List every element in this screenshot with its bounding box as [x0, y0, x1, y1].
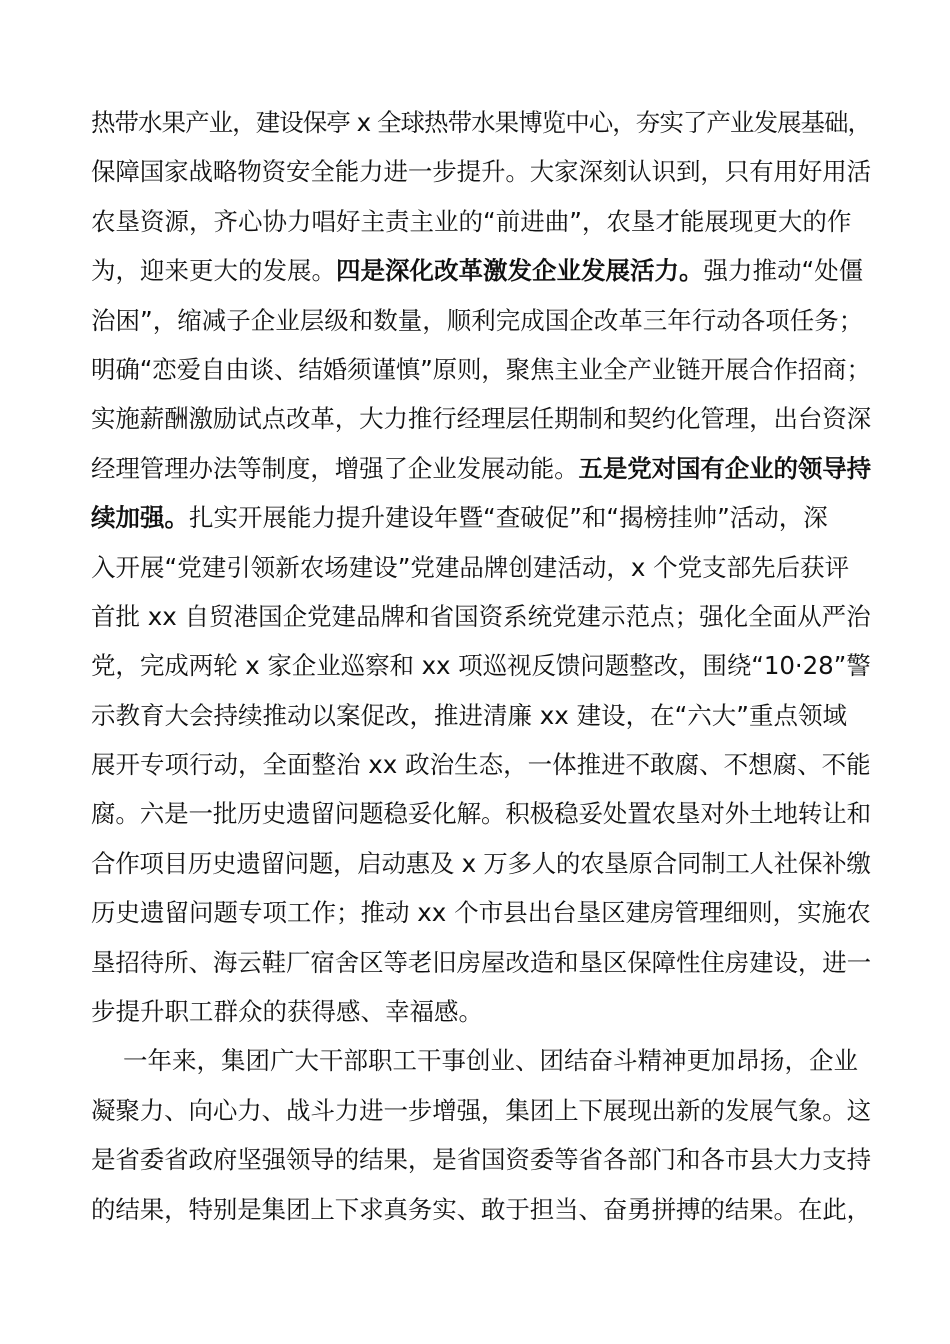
text-line	[91, 197, 871, 246]
text-line	[91, 1135, 871, 1184]
text-line	[91, 641, 871, 690]
body-text-segment: 合作项目历史遗留问题，启动惠及 x 万多人的农垦原合同制工人社保补缴	[91, 848, 871, 878]
body-text-segment: 展开专项行动，全面整治 xx 政治生态，一体推进不敢腐、不想腐、不能	[91, 750, 871, 780]
text-line	[91, 98, 871, 147]
body-text-segment: 明确“恋爱自由谈、结婚须谨慎”原则，聚焦主业全产业链开展合作招商；	[91, 354, 871, 384]
body-text-segment: 凝聚力、向心力、战斗力进一步增强，集团上下展现出新的发展气象。这	[91, 1095, 871, 1125]
body-text-segment: 入开展“党建引领新农场建设”党建品牌创建活动，x 个党支部先后获评	[91, 552, 850, 582]
text-line	[91, 345, 871, 394]
body-text-segment: 热带水果产业，建设保亭 x 全球热带水果博览中心，夯实了产业发展基础，	[91, 108, 872, 137]
text-line	[91, 789, 871, 838]
body-text-segment: 的结果，特别是集团上下求真务实、敢于担当、奋勇拼搏的结果。在此，	[91, 1194, 871, 1224]
body-text-segment: 步提升职工群众的获得感、幸福感。	[91, 997, 483, 1027]
body-text-segment: 首批 xx 自贸港国企党建品牌和省国资系统党建示范点；强化全面从严治	[91, 601, 871, 631]
text-line	[91, 296, 871, 345]
text-line	[91, 839, 871, 888]
body-text-segment: 经理管理办法等制度，增强了企业发展动能。	[91, 453, 579, 483]
text-line	[91, 394, 871, 443]
body-text-segment: 是省委省政府坚强领导的结果，是省国资委等省各部门和各市县大力支持	[91, 1145, 871, 1175]
body-text-segment: 示教育大会持续推动以案促改，推进清廉 xx 建设，在“六大”重点领域	[91, 700, 847, 730]
body-text	[91, 98, 871, 1234]
text-line	[91, 493, 871, 542]
body-text-segment: 保障国家战略物资安全能力进一步提升。大家深刻认识到，只有用好用活	[91, 157, 871, 187]
text-line	[91, 987, 871, 1036]
body-text-segment: 治困”，缩减子企业层级和数量，顺利完成国企改革三年行动各项任务；	[91, 305, 864, 335]
body-text-segment: 强力推动“处僵	[703, 256, 864, 286]
text-line	[91, 444, 871, 493]
text-line	[91, 691, 871, 740]
bold-heading-text: 四是深化改革激发企业发展活力。	[336, 256, 704, 286]
text-line	[91, 938, 871, 987]
text-line	[91, 543, 871, 592]
body-text-segment: 垦招待所、海云鞋厂宿舍区等老旧房屋改造和垦区保障性住房建设，进一	[91, 947, 871, 977]
text-line	[91, 1036, 871, 1085]
text-line	[91, 740, 871, 789]
body-text-segment: 农垦资源，齐心协力唱好主责主业的“前进曲”，农垦才能展现更大的作	[91, 206, 852, 236]
body-text-segment: 扎实开展能力提升建设年暨“查破促”和“揭榜挂帅”活动，深	[189, 503, 828, 533]
body-text-segment: 一年来，集团广大干部职工干事创业、团结奋斗精神更加昂扬，企业	[123, 1046, 858, 1076]
text-line	[91, 592, 871, 641]
text-line	[91, 1185, 871, 1234]
body-text-segment: 党，完成两轮 x 家企业巡察和 xx 项巡视反馈问题整改，围绕“10·28”警	[91, 651, 871, 681]
body-text-segment: 历史遗留问题专项工作；推动 xx 个市县出台垦区建房管理细则，实施农	[91, 898, 871, 928]
body-text-segment: 实施薪酬激励试点改革，大力推行经理层任期制和契约化管理，出台资深	[91, 404, 871, 434]
bold-heading-text: 续加强。	[91, 503, 189, 533]
bold-heading-text: 五是党对国有企业的领导持	[578, 453, 871, 483]
body-text-segment: 腐。六是一批历史遗留问题稳妥化解。积极稳妥处置农垦对外土地转让和	[91, 799, 871, 829]
text-line	[91, 888, 871, 937]
text-line	[91, 246, 871, 295]
body-text-segment: 为，迎来更大的发展。	[91, 256, 336, 286]
text-line	[91, 147, 871, 196]
text-line	[91, 1086, 871, 1135]
